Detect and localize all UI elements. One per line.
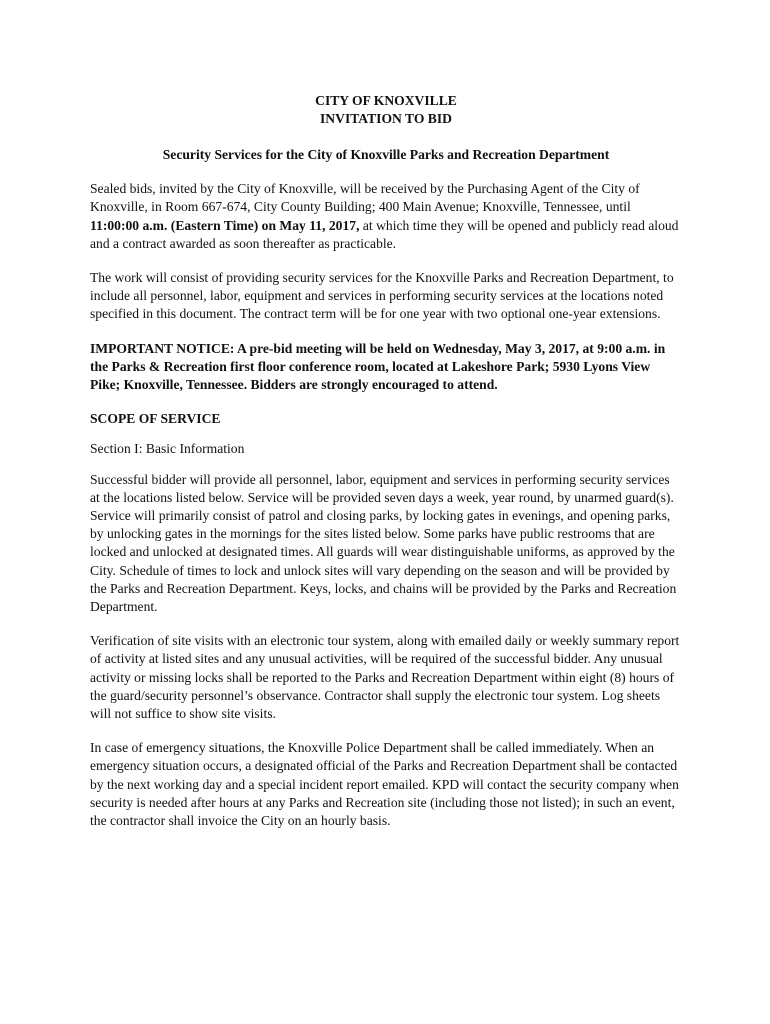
section-label: Section I: Basic Information <box>90 441 245 457</box>
document-page <box>90 92 682 846</box>
important-notice: IMPORTANT NOTICE: A pre-bid meeting will be held on Wednesday, May 3, 2017, at 9:00 a.m. in the Parks & Recreation first floor conference room, located at Lakeshore Park; 5930 Lyons View Pike; Knoxville, Tennessee. Bidders are strongly encouraged to attend. <box>90 340 666 393</box>
intro-paragraph-1 <box>90 180 682 253</box>
intro-paragraph-2: The work will consist of providing security services for the Knoxville Parks and Recreation Department, to include all personnel, labor, equipment and services in performing security services at the locations noted specified in this document. The contract term will be for one year with two optional one-year extensions. <box>90 270 674 322</box>
intro-p1-start: Sealed bids, invited by the City of Knoxville, will be received by the Purchasing Agent of the City of Knoxville, in Room 667-674, City County Building; 400 Main Avenue; Knoxville, Tennessee, until <box>90 181 640 215</box>
bid-subject: Security Services for the City of Knoxville Parks and Recreation Department <box>162 147 610 162</box>
city-title: CITY OF KNOXVILLE <box>315 93 457 108</box>
document-header <box>90 92 682 128</box>
intro-p1-end: at which time they will be opened and publicly read aloud and a contract awarded as soon thereafter as practicable. <box>90 217 679 251</box>
scope-paragraph-3: In case of emergency situations, the Knoxville Police Department shall be called immediately. When an emergency situation occurs, a designated official of the Parks and Recreation Department shall be contacted by the next working day and a special incident report emailed. KPD will contact the security company when security is needed after hours at any Parks and Recreation site (including those not listed); in such an event, the contractor shall invoice the City on an hourly basis. <box>90 740 679 829</box>
document-type-title: INVITATION TO BID <box>320 111 452 126</box>
scope-paragraph-2: Verification of site visits with an electronic tour system, along with emailed daily or weekly summary report of activity at listed sites and any unusual activities, will be required of the successful bidder. Any unusual activity or missing locks shall be reported to the Parks and Recreation Department within eight (8) hours of the guard/security personnel’s observance. Contractor shall supply the electronic tour system. Log sheets will not suffice to show site visits. <box>90 633 680 722</box>
bid-deadline: 11:00:00 a.m. (Eastern Time) on May 11, 2017, <box>90 217 360 233</box>
scope-heading: SCOPE OF SERVICE <box>90 411 221 427</box>
scope-paragraph-1: Successful bidder will provide all personnel, labor, equipment and services in performing security services at the locations listed below. Service will be provided seven days a week, year round, by unarmed guard(s). Service will primarily consist of patrol and closing parks, by locking gates in evenings, and opening parks, by unlocking gates in the mornings for the sites listed below. Some parks have public restrooms that are locked and unlocked at designated times. All guards will wear distinguishable uniforms, as approved by the City. Schedule of times to lock and unlock sites will vary depending on the season and will be provided by the Parks and Recreation Department. Keys, locks, and chains will be provided by the Parks and Recreation Department. <box>90 471 677 615</box>
